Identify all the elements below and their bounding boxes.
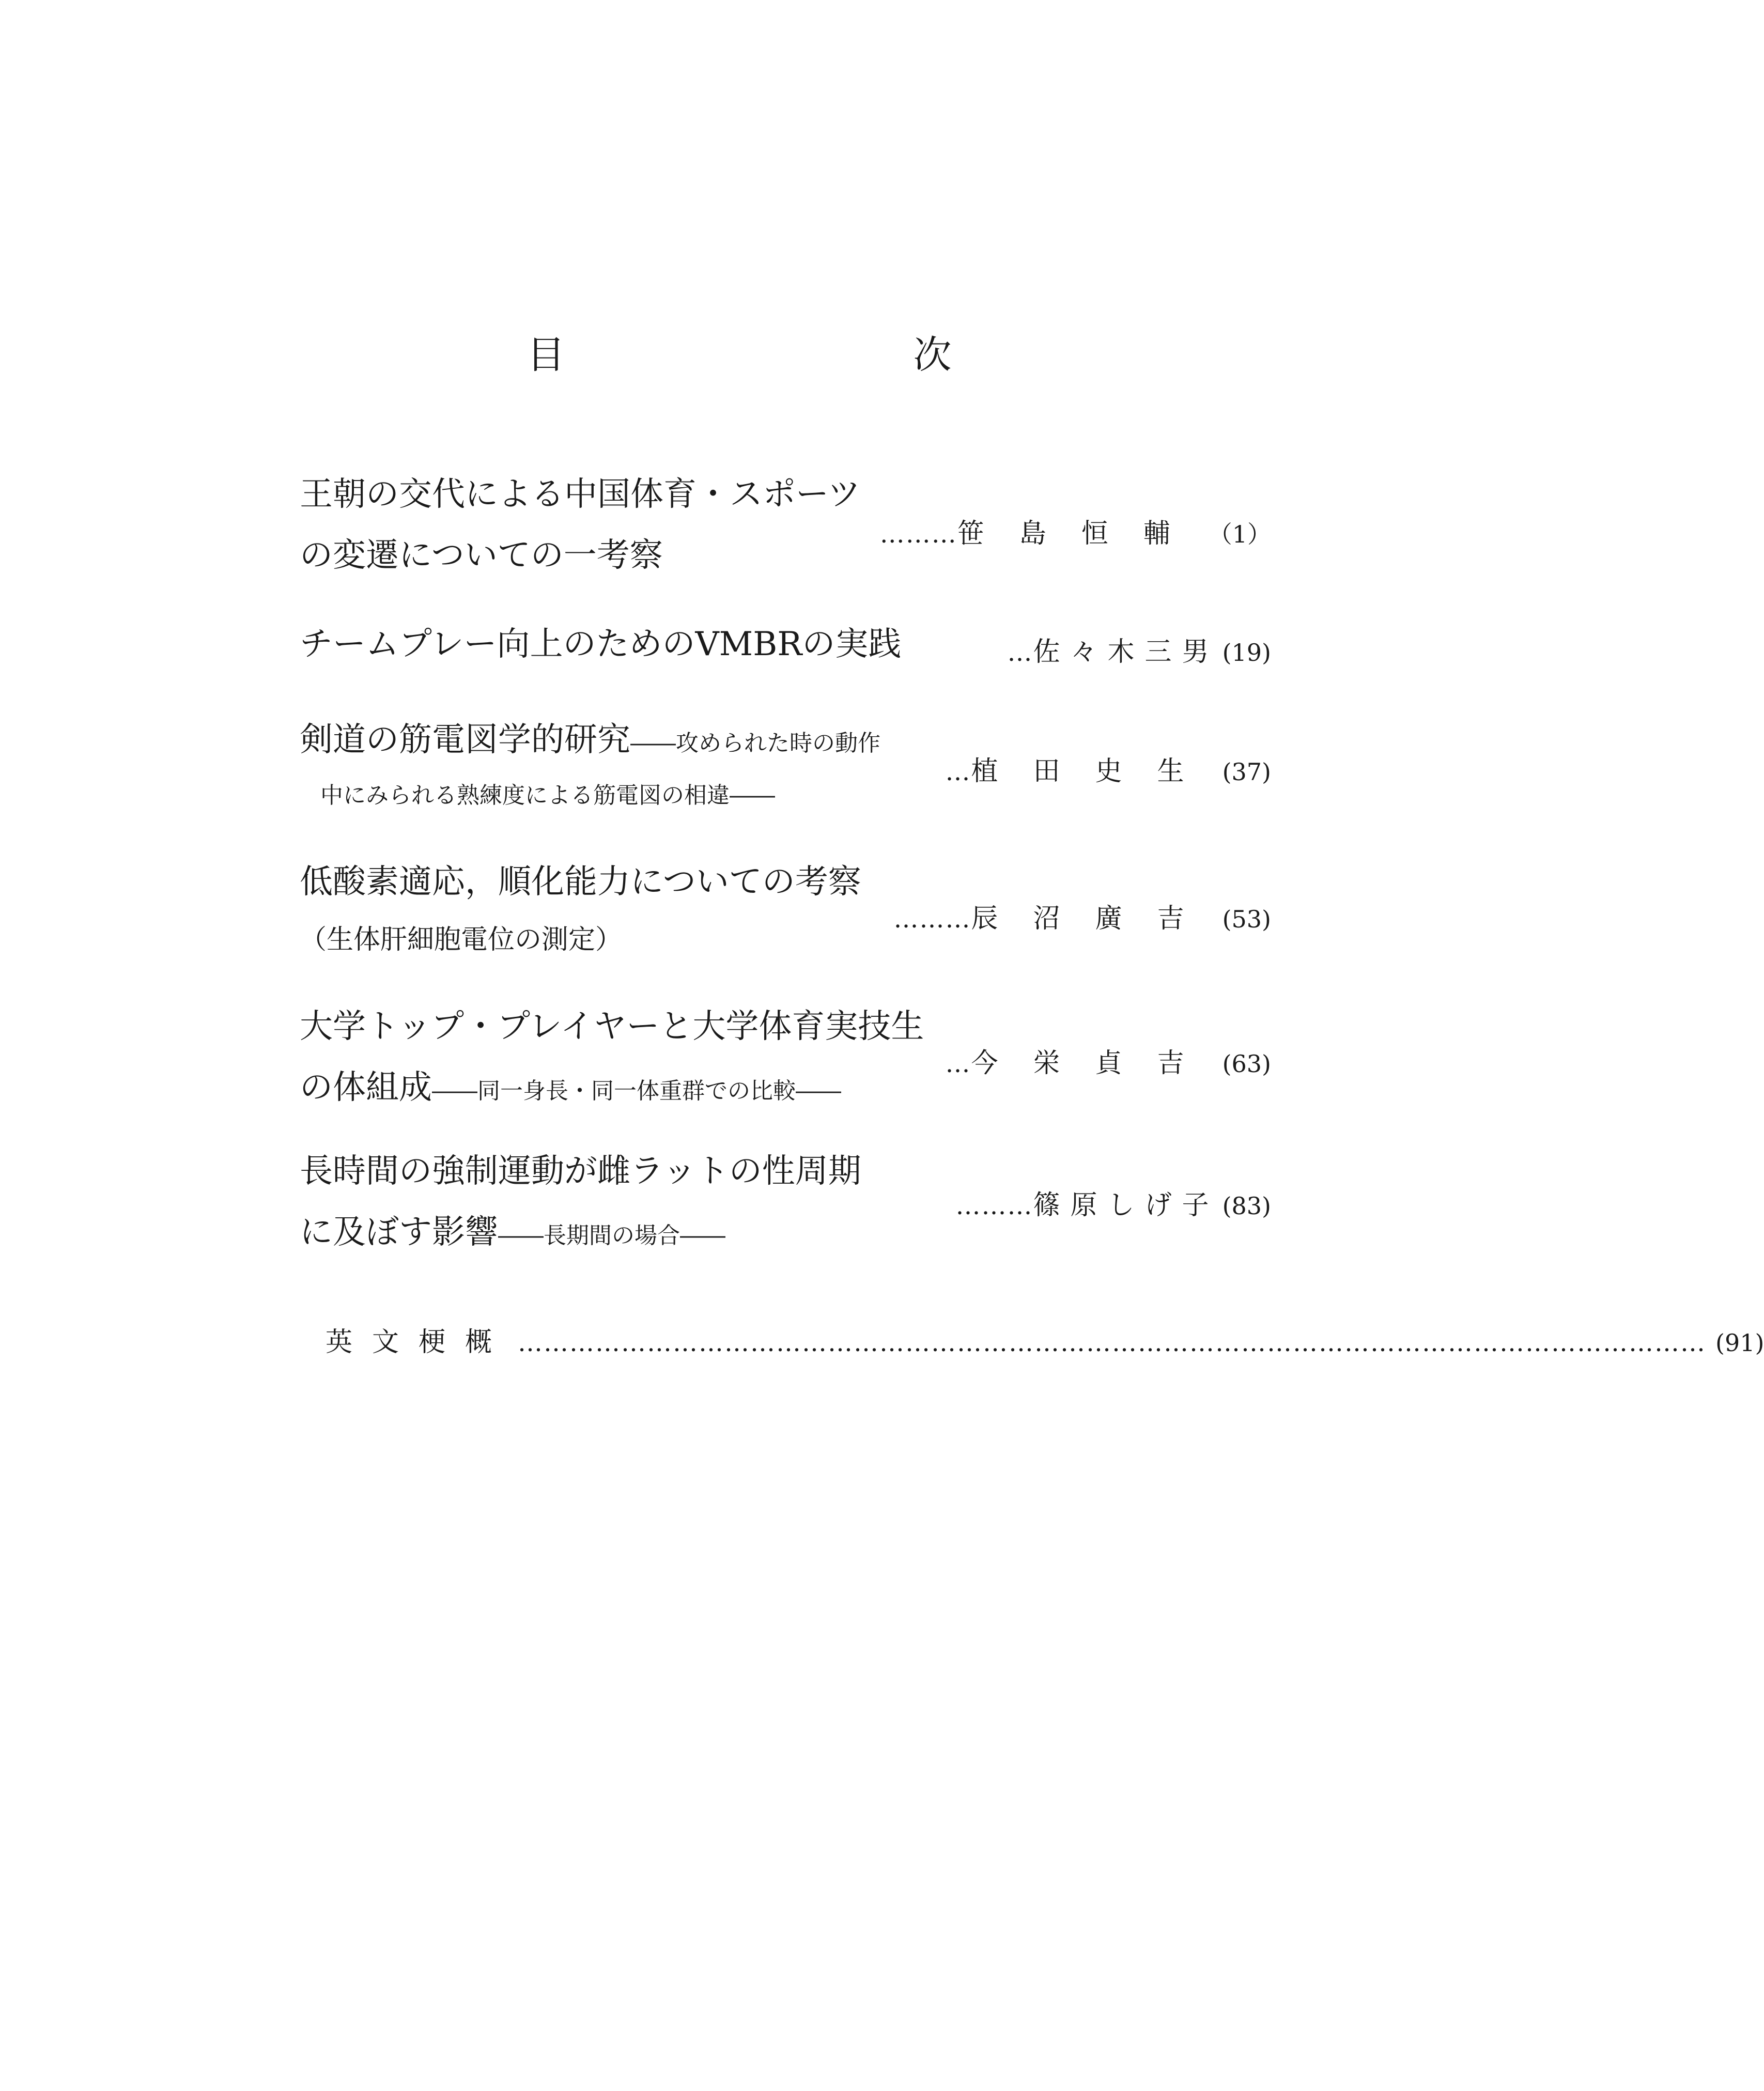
entry-title xyxy=(300,865,861,953)
summary-page-number: (91) xyxy=(1715,1329,1764,1357)
entry-title-line: 低酸素適応，順化能力についての考察 xyxy=(300,863,861,901)
entry-title-main: に及ぼす影響 xyxy=(300,1213,498,1251)
entry-meta xyxy=(1008,630,1271,669)
entry-page-number: (83) xyxy=(1222,1192,1271,1220)
entry-title-main: 剣道の筋電図学的研究 xyxy=(300,721,630,759)
entry-author: 辰沼廣吉 xyxy=(971,903,1219,934)
entry-author: 今栄貞吉 xyxy=(971,1048,1219,1079)
entry-title-line: 長時間の強制運動が雌ラットの性周期 xyxy=(300,1152,861,1190)
summary-label: 英文梗概 xyxy=(326,1327,512,1358)
entry-title-line: の変遷についての一考察 xyxy=(300,536,663,575)
entry-page-number: (37) xyxy=(1222,758,1271,786)
entry-title-subtitle: ――攻められた時の動作 xyxy=(630,730,880,756)
entry-meta xyxy=(894,896,1271,935)
entry-page-number: (63) xyxy=(1222,1050,1271,1078)
page-title: 目 次 xyxy=(527,333,1107,377)
entry-title-line xyxy=(300,1068,924,1107)
dot-leader: … xyxy=(945,757,971,786)
entry-title xyxy=(300,1008,924,1107)
entry-title-line: 中にみられる熟練度による筋電図の相違―― xyxy=(320,782,775,809)
entry-title xyxy=(300,475,861,575)
dot-leader: … xyxy=(1007,638,1033,667)
entry-page-number: (53) xyxy=(1222,905,1271,933)
entry-meta xyxy=(946,749,1271,788)
entry-meta xyxy=(880,512,1271,550)
dot-leader: ……… xyxy=(893,905,971,934)
entry-title-line: チームプレー向上のためのVMBRの実践 xyxy=(300,625,902,663)
entry-title-subtitle: ――長期間の場合―― xyxy=(498,1222,725,1249)
entry-title-line: 大学トップ・プレイヤーと大学体育実技生 xyxy=(300,1008,924,1046)
entry-title xyxy=(300,723,880,807)
entry-author: 笹島恒輔 xyxy=(957,518,1205,549)
entry-title-line: 王朝の交代による中国体育・スポーツ xyxy=(300,475,861,514)
entry-title-subtitle: ――同一身長・同一体重群での比較―― xyxy=(432,1078,841,1104)
entry-title-line: （生体肝細胞電位の測定） xyxy=(300,924,623,955)
entry-title xyxy=(300,1152,861,1251)
entry-page-number: （1） xyxy=(1208,520,1271,548)
entry-meta xyxy=(946,1041,1271,1080)
dot-leader: ……… xyxy=(879,520,957,549)
entry-title-line xyxy=(300,1213,861,1251)
entry-title-main: の体組成 xyxy=(300,1068,432,1107)
entry-page-number: (19) xyxy=(1222,639,1271,667)
entry-title xyxy=(300,625,902,663)
entry-author: 佐々木三男 xyxy=(1033,637,1219,668)
entry-author: 植田史生 xyxy=(971,756,1219,787)
dot-leader: ………………………………………………………………………………………………………………………… xyxy=(518,1328,1707,1357)
entry-author: 篠原しげ子 xyxy=(1033,1190,1219,1221)
dot-leader: … xyxy=(945,1049,971,1078)
entry-meta xyxy=(956,1183,1271,1222)
dot-leader: ……… xyxy=(955,1191,1033,1220)
toc-entry-english-summary xyxy=(326,1320,1764,1359)
entry-title-line xyxy=(300,721,880,759)
